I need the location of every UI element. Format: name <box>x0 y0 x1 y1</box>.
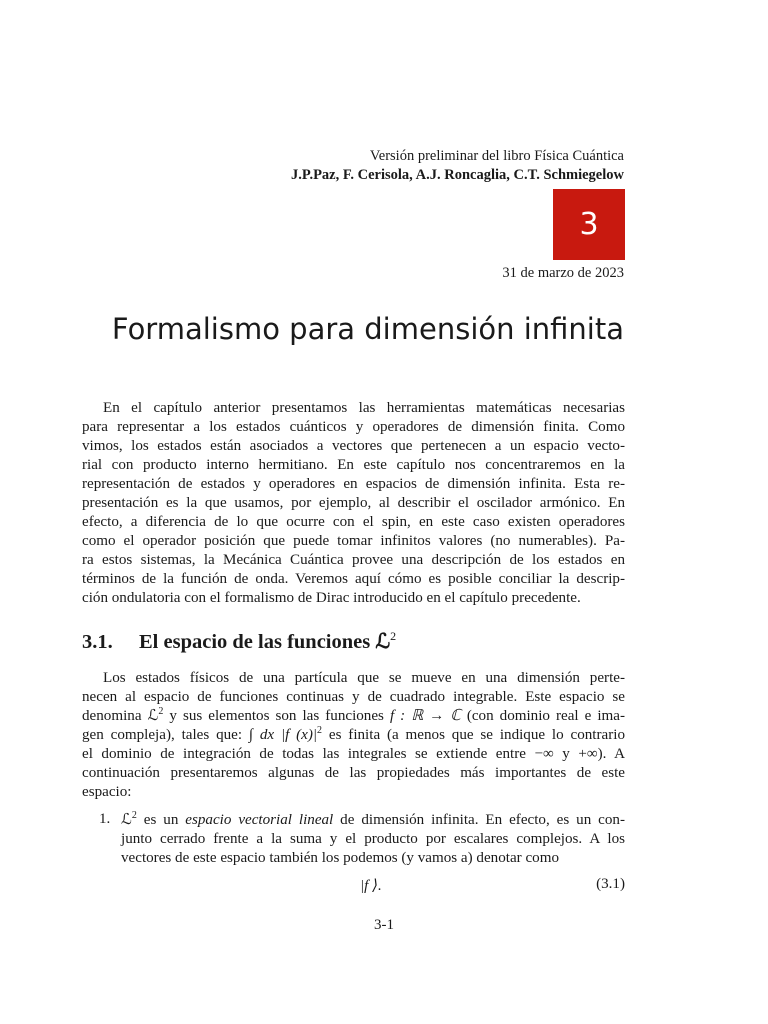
intro-paragraph <box>82 399 625 608</box>
intro-line: representación de estados y operadores en espacios de dimensión infinita. Esta re- <box>82 476 625 492</box>
page-number: 3-1 <box>374 917 394 933</box>
text-run: gen compleja), tales que: <box>82 727 249 743</box>
intro-line: términos de la función de onda. Veremos aquí cómo es posible conciliar la descrip- <box>82 571 625 587</box>
math-l2-symbol: ℒ <box>121 812 132 828</box>
section-line <box>82 726 625 745</box>
intro-line: presentación es la que usamos, por ejemplo, al describir el oscilador armónico. En <box>82 495 625 511</box>
math-integral: ∫ dx |f (x)| <box>248 727 318 743</box>
header-date: 31 de marzo de 2023 <box>502 265 624 281</box>
math-superscript: 2 <box>131 809 137 821</box>
list-line: vectores de este espacio también los podemos (y vamos a) denotar como <box>121 850 559 866</box>
list-item-body <box>121 811 625 868</box>
math-superscript: 2 <box>317 724 323 736</box>
text-run: y sus elementos son las funciones <box>163 708 390 724</box>
text-run: es un <box>136 812 186 828</box>
section-line <box>82 707 625 726</box>
equation <box>82 876 625 895</box>
text-run: de dimensión infinita. En efecto, es un con- <box>333 812 625 828</box>
section-line: continuación presentaremos algunas de las propiedades más importantes de este <box>82 765 625 781</box>
list-line <box>121 811 625 830</box>
section-line: Los estados físicos de una partícula que se mueve en una dimensión perte- <box>103 670 625 686</box>
chapter-number-badge: 3 <box>553 189 625 260</box>
list-line: junto cerrado frente a la suma y el producto por escalares complejos. A los <box>121 831 625 847</box>
section-title: El espacio de las funciones ℒ <box>139 631 391 653</box>
section-paragraph <box>82 669 625 802</box>
header-book-note: Versión preliminar del libro Física Cuántica <box>369 148 624 164</box>
math-function-map: f : ℝ → ℂ <box>389 708 461 724</box>
intro-line: como el operador posición que puede tomar infinitos valores (no numerables). Pa- <box>82 533 625 549</box>
intro-line: ra estos sistemas, la Mecánica Cuántica provee una descripción de los estados en <box>82 552 625 568</box>
intro-line: vimos, los estados están asociados a vectores que pertenecen a un espacio vecto- <box>82 438 625 454</box>
intro-line: rial con producto interno hermitiano. En este capítulo nos concentraremos en la <box>82 457 625 473</box>
list-marker: 1. <box>99 811 111 827</box>
intro-line: efecto, a diferencia de lo que ocurre con el spin, en este caso existen operadores <box>82 514 625 530</box>
emphasis-text: espacio vectorial lineal <box>185 812 334 828</box>
text-run: (con dominio real e ima- <box>460 708 625 724</box>
intro-line: En el capítulo anterior presentamos las herramientas matemáticas necesarias <box>103 400 625 416</box>
section-title-superscript: 2 <box>390 629 397 644</box>
math-l2-symbol: denomina ℒ <box>82 708 159 724</box>
chapter-title: Formalismo para dimensión infinita <box>111 312 624 346</box>
section-heading <box>82 629 396 654</box>
equation-expression: |f ⟩. <box>360 878 382 894</box>
section-line: espacio: <box>82 784 132 800</box>
intro-line: ción ondulatoria con el formalismo de Dirac introducido en el capítulo precedente. <box>82 590 581 606</box>
intro-line: para representar a los estados cuánticos y operadores de dimensión finita. Como <box>82 419 625 435</box>
section-line: el dominio de integración de todas las integrales se extiende entre −∞ y +∞). A <box>82 746 625 762</box>
section-line: necen al espacio de funciones continuas y de cuadrado integrable. Este espacio se <box>82 689 625 705</box>
section-number: 3.1. <box>82 631 113 653</box>
equation-number: (3.1) <box>596 876 625 892</box>
text-run: es finita (a menos que se indique lo contrario <box>322 727 625 743</box>
math-superscript: 2 <box>158 705 164 717</box>
header-authors: J.P.Paz, F. Cerisola, A.J. Roncaglia, C.T. Schmiegelow <box>291 167 624 183</box>
